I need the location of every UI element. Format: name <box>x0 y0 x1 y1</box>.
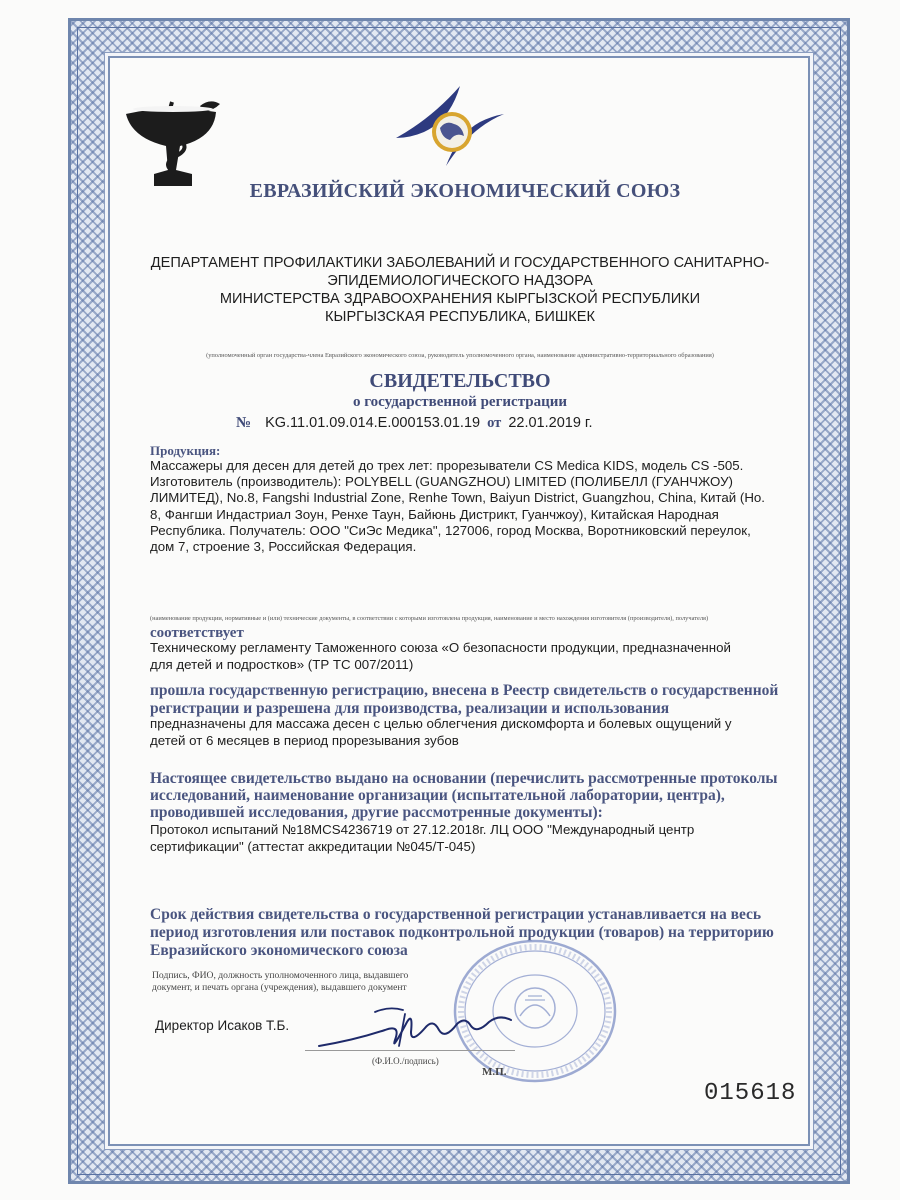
certificate-subtitle: о государственной регистрации <box>352 394 568 410</box>
product-label: Продукция: <box>150 443 221 458</box>
signer-name: Директор Исаков Т.Б. <box>155 1018 290 1033</box>
certificate-number: KG.11.01.09.014.E.000153.01.19 <box>265 415 481 431</box>
basis-text: Протокол испытаний №18MCS4236719 от 27.12.2018г. ЛЦ ООО "Международный центр сертификации" (аттестат аккредитации №045/Т-045) <box>150 822 695 854</box>
union-title: ЕВРАЗИЙСКИЙ ЭКОНОМИЧЕСКИЙ СОЮЗ <box>249 180 681 202</box>
registration-text: предназначены для массажа десен с целью облегчения дискомфорта и болевых ощущений у детей от 6 месяцев в период прорезывания зубов <box>150 716 732 748</box>
authority-line: ДЕПАРТАМЕНТ ПРОФИЛАКТИКИ ЗАБОЛЕВАНИЙ И ГОСУДАРСТВЕННОГО САНИТАРНО- <box>150 255 770 271</box>
seal-place-label: М.П. <box>482 1066 507 1078</box>
basis-label: Настоящее свидетельство выдано на основании (перечислить рассмотренные протоколы исследований, наименование организации (испытательной лаборатории, центра), проводившей исследования, другие рассмотренные документы): <box>150 770 778 821</box>
authority-line: ЭПИДЕМИОЛОГИЧЕСКОГО НАДЗОРА <box>327 273 593 289</box>
serial-number: 015618 <box>704 1080 797 1107</box>
authority-line: КЫРГЫЗСКАЯ РЕСПУБЛИКА, БИШКЕК <box>325 309 595 325</box>
authority-line: МИНИСТЕРСТВА ЗДРАВООХРАНЕНИЯ КЫРГЫЗСКОЙ РЕСПУБЛИКИ <box>219 291 701 307</box>
signature-line <box>305 1050 515 1051</box>
handwritten-signature-icon <box>315 1000 515 1056</box>
validity-statement: Срок действия свидетельства о государственной регистрации устанавливается на весь период изготовления или поставок подконтрольной продукции (товаров) на территорию Евразийского экономического союза <box>150 906 774 959</box>
eaeu-logo-icon <box>394 80 506 176</box>
authority-caption: (уполномоченный орган государства-члена Евразийского экономического союза, руководитель уполномоченного органа, наименование административно-территориального образования) <box>206 352 714 359</box>
fio-caption: (Ф.И.О./подпись) <box>372 1056 439 1066</box>
from-label: от <box>487 415 502 431</box>
product-caption: (наименование продукции, нормативные и (или) технические документы, в соответствии с которыми изготовлена продукция, наименование и место нахождения изготовителя (производителя), получателя) <box>150 615 709 622</box>
signature-caption: Подпись, ФИО, должность уполномоченного лица, выдавшего документ, и печать органа (учреждения), выдавшего документ <box>152 970 409 994</box>
registration-label: прошла государственную регистрацию, внесена в Реестр свидетельств о государственной регистрации и разрешена для производства, реализации и использования <box>150 682 779 717</box>
hygeia-bowl-icon <box>118 92 228 200</box>
conformity-text: Техническому регламенту Таможенного союза «О безопасности продукции, предназначенной для детей и подростков» (ТР ТС 007/2011) <box>150 640 731 672</box>
certificate-number-line <box>236 415 716 432</box>
authority-block <box>120 254 800 326</box>
certificate-date: 22.01.2019 г. <box>508 415 593 431</box>
product-description: Массажеры для десен для детей до трех лет: прорезыватели CS Medica KIDS, модель CS -505. Изготовитель (производитель): POLYBELL (GUANGZHOU) LIMITED (ПОЛИБЕЛЛ (ГУАНЧЖОУ) ЛИМИТЕД), No.8, Fangshi Industrial Zone, Renhe Town, Baiyun District, Guangzhou, China, Китай (Но. 8, Фангши Индастриал Зоун, Ренхе Таун, Байюнь Дистрикт, Гуанчжоу), Китайская Народная Республика. Получатель: ООО "СиЭс Медика", 127006, город Москва, Воротниковский переулок, дом 7, строение 3, Российская Федерация. <box>150 458 766 555</box>
conformity-label: соответствует <box>150 625 244 641</box>
number-label: № <box>236 415 252 431</box>
certificate-title: СВИДЕТЕЛЬСТВО <box>369 370 551 392</box>
